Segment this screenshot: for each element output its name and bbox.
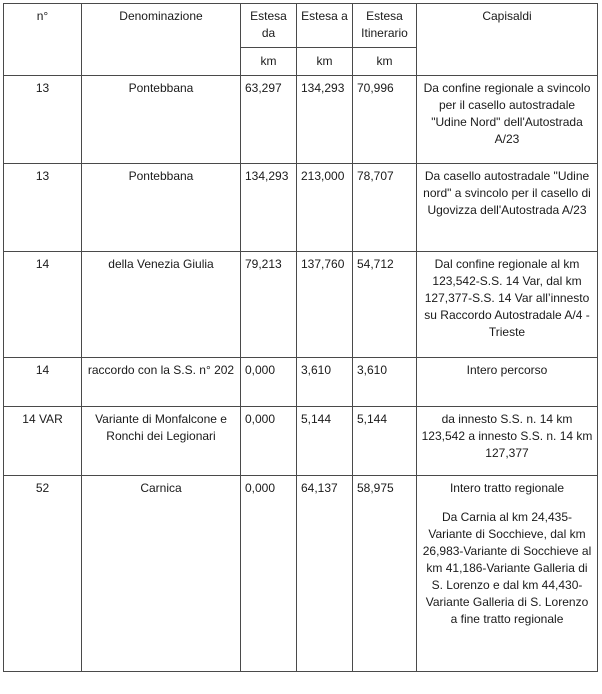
cell-n: 14 (4, 252, 82, 358)
cell-n: 52 (4, 476, 82, 672)
table-row (4, 252, 598, 358)
header-estesa-da: Estesa da (241, 4, 297, 48)
cell-capisaldi: Da confine regionale a svincolo per il casello autostradale "Udine Nord" dell'Autostrada A/23 (417, 76, 598, 164)
cell-capisaldi: Da casello autostradale "Udine nord" a svincolo per il casello di Ugovizza dell'Autostrada A/23 (417, 164, 598, 252)
cell-estesa-itinerario: 70,996 (353, 76, 417, 164)
table-row (4, 476, 598, 672)
cell-n: 13 (4, 76, 82, 164)
cell-estesa-da: 0,000 (241, 358, 297, 407)
unit-estesa-da: km (241, 48, 297, 76)
header-n: n° (4, 4, 82, 76)
cell-estesa-da: 0,000 (241, 407, 297, 476)
unit-estesa-a: km (297, 48, 353, 76)
cell-capisaldi: Dal confine regionale al km 123,542-S.S. 14 Var, dal km 127,377-S.S. 14 Var all’innesto su Raccordo Autostradale A/4 - Trieste (417, 252, 598, 358)
cell-estesa-itinerario: 3,610 (353, 358, 417, 407)
header-row (4, 4, 598, 48)
table-row (4, 164, 598, 252)
table-row (4, 76, 598, 164)
cell-estesa-itinerario: 58,975 (353, 476, 417, 672)
cell-estesa-da: 134,293 (241, 164, 297, 252)
header-estesa-a: Estesa a (297, 4, 353, 48)
cell-estesa-a: 134,293 (297, 76, 353, 164)
cell-denominazione: della Venezia Giulia (82, 252, 241, 358)
cell-denominazione: raccordo con la S.S. n° 202 (82, 358, 241, 407)
cell-estesa-a: 213,000 (297, 164, 353, 252)
table-row (4, 358, 598, 407)
cell-estesa-da: 79,213 (241, 252, 297, 358)
cell-n: 14 VAR (4, 407, 82, 476)
header-capisaldi: Capisaldi (417, 4, 598, 76)
cell-estesa-itinerario: 54,712 (353, 252, 417, 358)
cell-n: 14 (4, 358, 82, 407)
header-estesa-itinerario: Estesa Itinerario (353, 4, 417, 48)
cell-denominazione: Pontebbana (82, 164, 241, 252)
cell-capisaldi: da innesto S.S. n. 14 km 123,542 a innesto S.S. n. 14 km 127,377 (417, 407, 598, 476)
cell-capisaldi: Intero percorso (417, 358, 598, 407)
cell-estesa-a: 64,137 (297, 476, 353, 672)
cell-denominazione: Variante di Monfalcone e Ronchi dei Legionari (82, 407, 241, 476)
cell-estesa-itinerario: 78,707 (353, 164, 417, 252)
cell-estesa-a: 3,610 (297, 358, 353, 407)
unit-estesa-itinerario: km (353, 48, 417, 76)
cell-estesa-itinerario: 5,144 (353, 407, 417, 476)
capisaldi-line-1: Intero tratto regionale (449, 481, 565, 495)
cell-denominazione: Pontebbana (82, 76, 241, 164)
cell-estesa-a: 5,144 (297, 407, 353, 476)
roads-table (3, 3, 598, 672)
header-denominazione: Denominazione (82, 4, 241, 76)
cell-capisaldi (417, 476, 598, 672)
cell-estesa-da: 0,000 (241, 476, 297, 672)
capisaldi-line-2: Da Carnia al km 24,435-Variante di Socchieve, dal km 26,983-Variante di Socchieve al km 41,186-Variante Galleria di S. Lorenzo e dal km 44,430-Variante Galleria di S. Lorenzo a fine tratto regionale (422, 510, 592, 626)
table-row (4, 407, 598, 476)
cell-estesa-da: 63,297 (241, 76, 297, 164)
cell-n: 13 (4, 164, 82, 252)
cell-estesa-a: 137,760 (297, 252, 353, 358)
cell-denominazione: Carnica (82, 476, 241, 672)
